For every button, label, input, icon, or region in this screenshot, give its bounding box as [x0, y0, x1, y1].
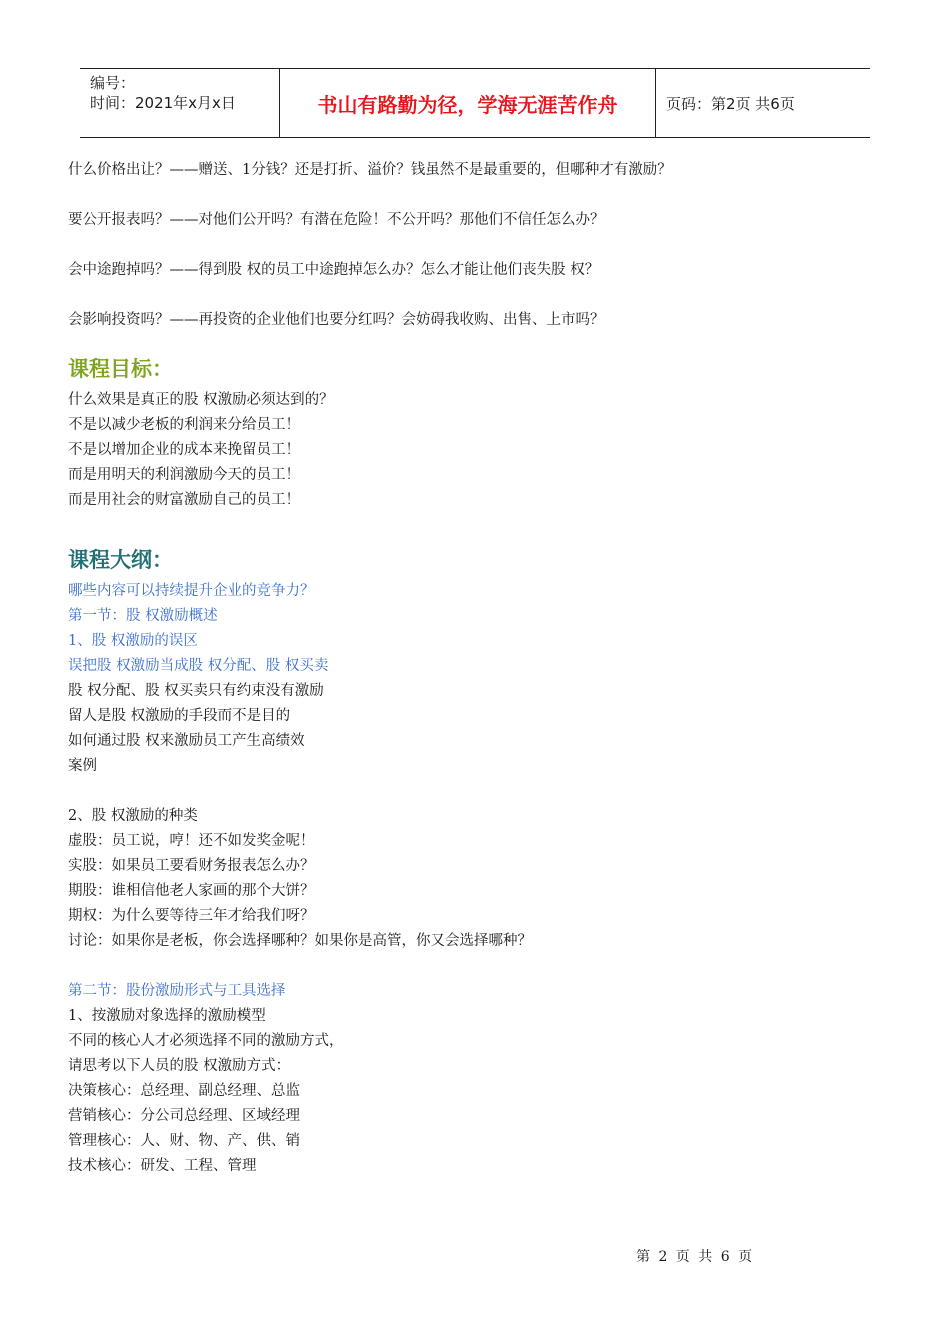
outline-intro: 哪些内容可以持续提升企业的竞争力？ — [68, 583, 315, 599]
section2-line: 不同的核心人才必须选择不同的激励方式， — [68, 1033, 344, 1049]
objective-line: 不是以减少老板的利润来分给员工！ — [68, 417, 300, 433]
objective-line: 什么效果是真正的股 权激励必须达到的？ — [68, 392, 334, 408]
header-motto: 书山有路勤为径，学海无涯苦作舟 — [280, 69, 656, 137]
section2-line: 请思考以下人员的股 权激励方式： — [68, 1058, 291, 1074]
section1-sub2-line: 讨论：如果你是老板，你会选择哪种？如果你是高管，你又会选择哪种？ — [68, 933, 532, 949]
section2-line: 决策核心：总经理、副总经理、总监 — [68, 1083, 300, 1099]
section1-sub1-line: 案例 — [68, 758, 97, 774]
section1-sub2-line: 期股：谁相信他老人家画的那个大饼？ — [68, 883, 315, 899]
section2-line: 管理核心：人、财、物、产、供、销 — [68, 1133, 300, 1149]
section2-line: 技术核心：研发、工程、管理 — [68, 1158, 257, 1174]
objective-line: 不是以增加企业的成本来挽留员工！ — [68, 442, 300, 458]
section1-sub2-line: 实股：如果员工要看财务报表怎么办？ — [68, 858, 315, 874]
section1-sub2-line: 期权：为什么要等待三年才给我们呀？ — [68, 908, 315, 924]
page-header — [80, 68, 870, 138]
question-3: 会中途跑掉吗？——得到股 权的员工中途跑掉怎么办？怎么才能让他们丧失股 权？ — [68, 262, 600, 278]
section1-sub2-line: 虚股：员工说，哼！还不如发奖金呢！ — [68, 833, 315, 849]
question-1: 什么价格出让？——赠送、1分钱？还是打折、溢价？钱虽然不是最重要的，但哪种才有激励？ — [68, 162, 672, 178]
section2-sub1: 1、按激励对象选择的激励模型 — [68, 1008, 266, 1024]
section1-sub1-line: 股 权分配、股 权买卖只有约束没有激励 — [68, 683, 324, 699]
objective-line: 而是用社会的财富激励自己的员工！ — [68, 492, 300, 508]
number-label: 编号： — [90, 74, 136, 92]
section1-sub1: 1、股 权激励的误区 — [68, 633, 198, 649]
section1-sub1-line: 留人是股 权激励的手段而不是目的 — [68, 708, 291, 724]
section2-line: 营销核心：分公司总经理、区域经理 — [68, 1108, 300, 1124]
objective-line: 而是用明天的利润激励今天的员工！ — [68, 467, 300, 483]
time-label: 时间：2021年x月x日 — [90, 94, 236, 112]
section2-title: 第二节：股份激励形式与工具选择 — [68, 983, 286, 999]
section1-sub2: 2、股 权激励的种类 — [68, 808, 198, 824]
section1-title: 第一节：股 权激励概述 — [68, 608, 218, 624]
objectives-heading: 课程目标： — [68, 357, 173, 381]
section1-sub1-lead: 误把股 权激励当成股 权分配、股 权买卖 — [68, 658, 329, 674]
section1-sub1-line: 如何通过股 权来激励员工产生高绩效 — [68, 733, 305, 749]
question-2: 要公开报表吗？——对他们公开吗？有潜在危险！不公开吗？那他们不信任怎么办？ — [68, 212, 605, 228]
outline-heading: 课程大纲： — [68, 548, 173, 572]
header-meta — [80, 69, 280, 137]
page-footer: 第 2 页 共 6 页 — [636, 1249, 755, 1265]
header-page-info: 页码：第2页 共6页 — [666, 94, 795, 113]
document-body — [68, 158, 868, 1179]
question-4: 会影响投资吗？——再投资的企业他们也要分红吗？会妨碍我收购、出售、上市吗？ — [68, 312, 605, 328]
